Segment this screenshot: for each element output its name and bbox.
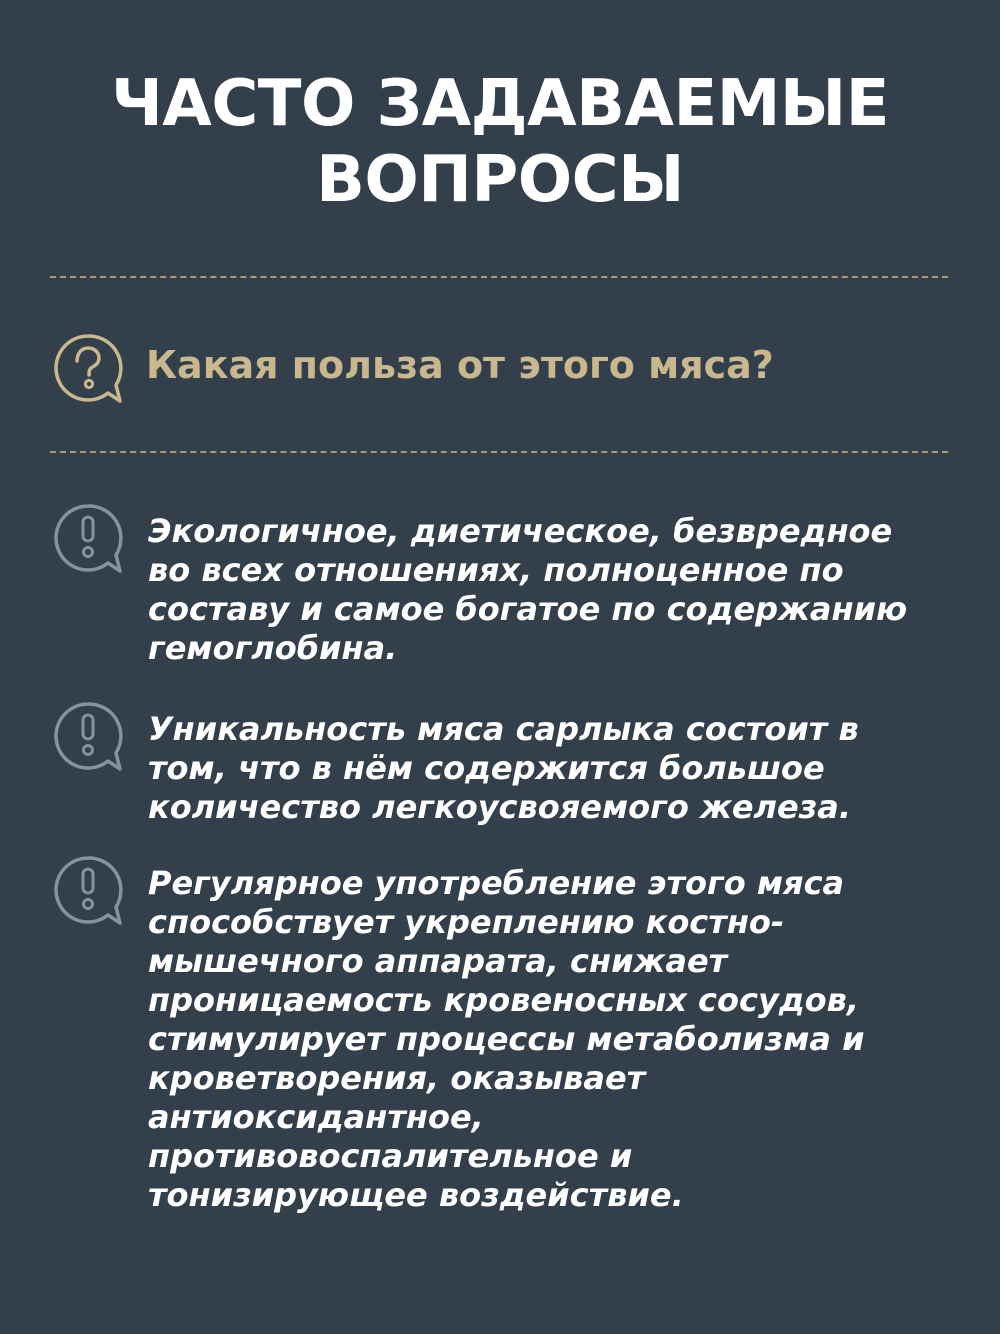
question-block — [50, 330, 950, 406]
answer-line: противовоспалительное и — [148, 1137, 633, 1175]
answer-text — [148, 512, 938, 668]
answer-text — [148, 710, 938, 827]
answer-line: мышечного аппарата, снижает — [148, 942, 728, 980]
divider-bottom — [50, 451, 948, 453]
answer-line: тонизирующее воздействие. — [148, 1176, 684, 1214]
answer-line: во всех отношениях, полноценное по — [148, 551, 844, 589]
answer-line: проницаемость кровеносных сосудов, — [148, 981, 860, 1019]
question-bubble-icon — [50, 330, 126, 406]
question-text: Какая польза от этого мяса? — [146, 343, 774, 387]
answer-line: гемоглобина. — [148, 629, 398, 667]
exclamation-bubble-icon — [50, 698, 126, 774]
answer-line: способствует укреплению костно- — [148, 903, 785, 941]
answer-line: количество легкоусвояемого железа. — [148, 788, 852, 826]
answer-line: стимулирует процессы метаболизма и — [148, 1020, 865, 1058]
page-title-line-2: ВОПРОСЫ — [316, 143, 684, 217]
answer-line: кроветворения, оказывает — [148, 1059, 646, 1097]
exclamation-bubble-icon — [50, 852, 126, 928]
answer-line: Регулярное употребление этого мяса — [148, 864, 845, 902]
answer-line: составу и самое богатое по содержанию — [148, 590, 908, 628]
answer-line: Уникальность мяса сарлыка состоит в — [148, 710, 859, 748]
answer-line: том, что в нём содержится большое — [148, 749, 825, 787]
divider-top — [50, 276, 948, 278]
exclamation-bubble-icon — [50, 500, 126, 576]
answer-text — [148, 864, 938, 1215]
answer-line: антиоксидантное, — [148, 1098, 484, 1136]
page-title-line-1: ЧАСТО ЗАДАВАЕМЫЕ — [111, 67, 889, 141]
page-title — [0, 66, 1000, 218]
answer-line: Экологичное, диетическое, безвредное — [148, 512, 893, 550]
